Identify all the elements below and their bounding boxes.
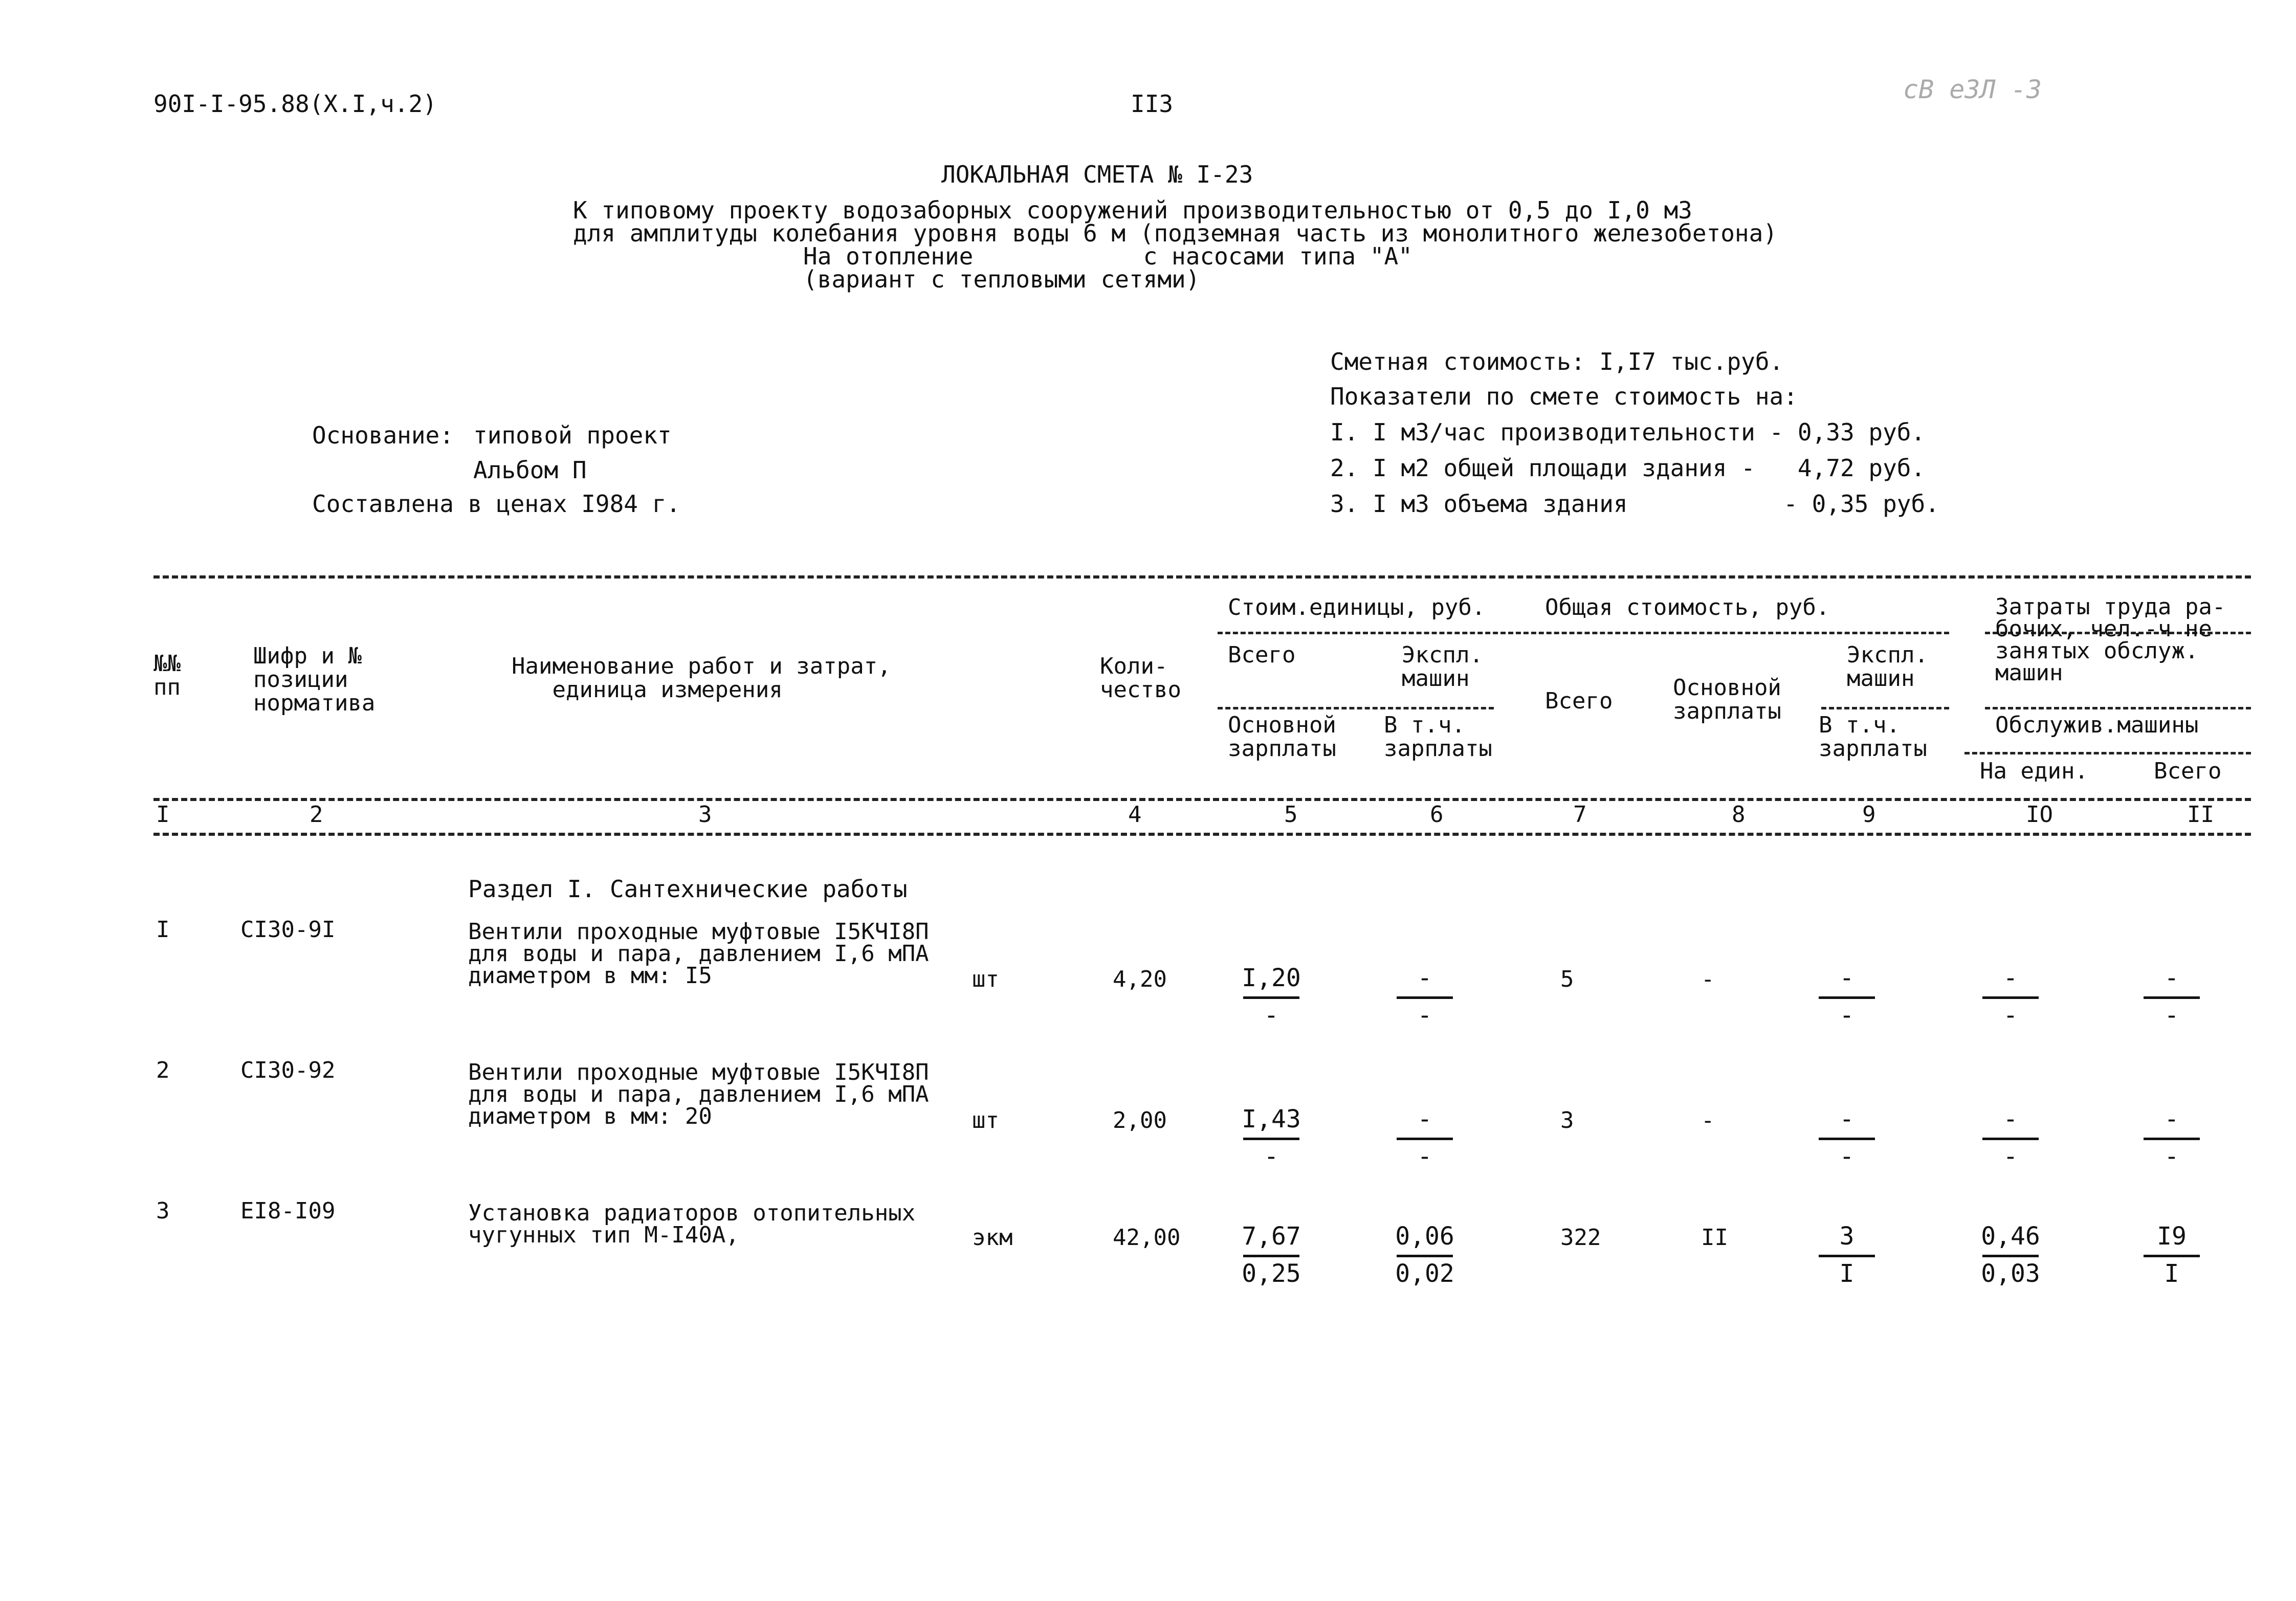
row-3-num: 3 [156,1198,170,1224]
table-top-rule [153,575,2251,579]
estimated-cost: Сметная стоимость: I,I7 тыс.руб. [1330,348,1784,375]
header-code: Шифр и № позиции норматива [253,643,376,717]
row-3-c5-bot: 0,25 [1242,1259,1301,1288]
row-2-c6-bot: - [1417,1142,1432,1171]
column-number-rule [153,833,2251,836]
row-3-unit-mach [1392,1224,1458,1290]
col-number-2: 2 [310,802,323,828]
basis-value: типовой проект [473,421,672,449]
row-2-labor-total [2138,1107,2205,1173]
row-1-c5-bot: - [1264,1001,1279,1030]
header-unit-mach: Экспл. машин [1402,642,1483,692]
row-2-unit-mach [1392,1107,1458,1173]
header-labor-total: Всего [2154,758,2222,784]
row-1-c11-bot: - [2164,1001,2179,1030]
row-1-num: I [156,917,170,943]
row-2-c11-bot: - [2164,1142,2179,1171]
row-3-total: 322 [1560,1225,1601,1251]
row-3-c9-top: 3 [1839,1222,1855,1251]
indicators-label: Показатели по смете стоимость на: [1330,383,1798,410]
row-1-total-mach [1814,966,1880,1032]
row-3-unit-cost [1238,1224,1305,1290]
row-2-c10-bot: - [2003,1142,2018,1171]
row-2-code: CI30-92 [240,1057,336,1083]
col-number-7: 7 [1573,802,1587,828]
row-1-unit-cost [1238,966,1305,1032]
total-mach-subheader-rule [1821,707,1949,709]
row-2-total-wage: - [1701,1107,1715,1133]
header-total-mach: Экспл. машин [1847,642,1928,692]
row-2-c9-top: - [1839,1105,1855,1133]
row-3-c6-top: 0,06 [1395,1222,1454,1251]
col-number-8: 8 [1732,802,1746,828]
row-1-unit: шт [972,966,999,992]
row-1-code: CI30-9I [240,917,336,943]
page-number: II3 [1131,90,1174,118]
row-1-c11-top: - [2164,964,2179,992]
row-2-total: 3 [1560,1107,1574,1133]
row-2-c9-bot: - [1839,1142,1855,1171]
title-line-1: К типовому проекту водозаборных сооружений производительностью от 0,5 до I,0 м3 [573,196,1692,224]
row-2-labor-unit [1977,1107,2044,1173]
header-total-wage: Основной зарплаты [1673,675,1781,725]
header-total-cost-group: Общая стоимость, руб. [1545,594,1830,620]
header-unit-cost-group: Стоим.единицы, руб. [1228,594,1486,620]
row-1-unit-mach [1392,966,1458,1032]
service-split-rule [1964,752,2251,754]
indicator-1: I. I м3/час производительности - 0,33 руб. [1330,418,1926,446]
row-2-qty: 2,00 [1113,1107,1167,1133]
row-3-c10-bot: 0,03 [1981,1259,2040,1288]
col-number-9: 9 [1862,802,1876,828]
row-1-qty: 4,20 [1113,966,1167,992]
row-1-c9-bot: - [1839,1001,1855,1030]
row-1-c6-top: - [1417,964,1432,992]
col-number-4: 4 [1128,802,1142,828]
row-3-labor-unit [1977,1224,2044,1290]
header-bottom-rule [153,798,2251,801]
prices-basis: Составлена в ценах I984 г. [312,490,681,518]
row-1-labor-unit [1977,966,2044,1032]
header-total-total: Всего [1545,688,1613,714]
header-labor-group: Затраты труда ра- бочих, чел.-ч не занятых обслуж. машин [1995,594,2226,686]
col-number-6: 6 [1430,802,1444,828]
row-1-c10-bot: - [2003,1001,2018,1030]
section-title: Раздел I. Сантехнические работы [468,875,908,903]
title-line-2: для амплитуды колебания уровня воды 6 м (подземная часть из монолитного железобетона) [573,219,1778,247]
row-2-num: 2 [156,1057,170,1083]
title-line-3: На отопление с насосами типа "А" [803,242,1412,270]
header-total-incl-wage: В т.ч. зарплаты [1819,712,1927,762]
indicator-2: 2. I м2 общей площади здания - 4,72 руб. [1330,454,1926,482]
unit-subheader-rule [1218,707,1494,709]
header-unit-total: Всего [1228,642,1296,668]
row-2-name: Вентили проходные муфтовые I5КЧI8П для воды и пара, давлением I,6 мПА диаметром в мм: 20 [468,1059,929,1130]
col-number-3: 3 [698,802,712,828]
row-1-total: 5 [1560,966,1574,992]
col-number-11: II [2187,802,2214,828]
row-3-labor-total [2138,1224,2205,1290]
row-1-c9-top: - [1839,964,1855,992]
header-unit-wage: Основной зарплаты [1228,712,1336,762]
row-3-c9-bot: I [1839,1259,1855,1288]
row-1-labor-total [2138,966,2205,1032]
service-subheader-rule [1985,707,2251,709]
row-3-unit: экм [972,1225,1013,1251]
row-1-name: Вентили проходные муфтовые I5КЧI8П для воды и пара, давлением I,6 мПА диаметром в мм: I5 [468,919,929,989]
row-3-total-wage: II [1701,1225,1728,1251]
basis-label: Основание: [312,421,454,449]
row-3-total-mach [1814,1224,1880,1290]
col-number-5: 5 [1284,802,1298,828]
row-3-c6-bot: 0,02 [1395,1259,1454,1288]
row-1-c10-top: - [2003,964,2018,992]
row-3-code: EI8-I09 [240,1198,336,1224]
estimate-title: ЛОКАЛЬНАЯ СМЕТА № I-23 [941,161,1253,188]
row-2-unit: шт [972,1107,999,1133]
stamp-mark: сВ е3Л -3 [1903,75,2042,104]
row-3-c10-top: 0,46 [1981,1222,2040,1251]
document-code: 90I-I-95.88(X.I,ч.2) [153,90,437,118]
col-number-1: I [156,802,170,828]
header-qty: Коли- чество [1100,653,1181,703]
col-number-10: IO [2026,802,2053,828]
header-per-unit: На един. [1980,758,2088,784]
row-2-c10-top: - [2003,1105,2018,1133]
group-header-rule [1218,632,1949,634]
row-2-unit-cost [1238,1107,1305,1173]
row-1-c5-top: I,20 [1242,964,1301,992]
header-service-mach: Обслужив.машины [1995,712,2199,738]
header-num: №№ пп [153,651,181,701]
row-3-c11-bot: I [2164,1259,2179,1288]
row-2-c5-top: I,43 [1242,1105,1301,1133]
header-name: Наименование работ и затрат, единица измерения [512,653,891,703]
title-line-4: (вариант с тепловыми сетями) [803,265,1200,293]
indicator-3: 3. I м3 объема здания - 0,35 руб. [1330,490,1939,518]
row-1-total-wage: - [1701,966,1715,992]
row-2-c6-top: - [1417,1105,1432,1133]
row-2-total-mach [1814,1107,1880,1173]
row-3-qty: 42,00 [1113,1225,1181,1251]
row-2-c5-bot: - [1264,1142,1279,1171]
row-3-c11-top: I9 [2157,1222,2187,1251]
header-unit-incl-wage: В т.ч. зарплаты [1384,712,1492,762]
row-3-c5-top: 7,67 [1242,1222,1301,1251]
album-value: Альбом П [473,456,587,484]
row-3-name: Установка радиаторов отопительных чугунных тип М-I40А, [468,1200,916,1249]
row-2-c11-top: - [2164,1105,2179,1133]
row-1-c6-bot: - [1417,1001,1432,1030]
